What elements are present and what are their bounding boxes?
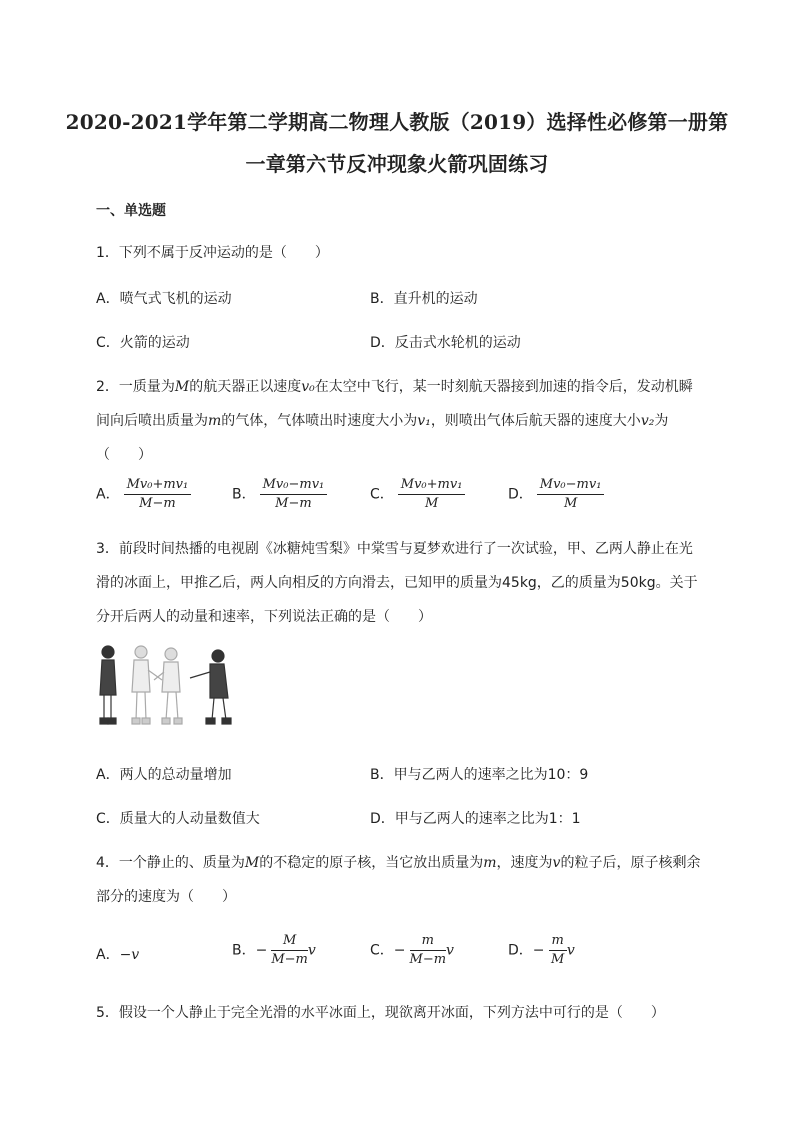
question-4-stem: 4．一个静止的、质量为M的不稳定的原子核，当它放出质量为m，速度为v的粒子后，原子核剩余部分的速度为（ ）: [96, 855, 701, 905]
section-heading: 一、单选题: [96, 203, 166, 219]
title-line-1: 2020-2021学年第二学期高二物理人教版（2019）选择性必修第一册第: [65, 110, 729, 134]
question-2-stem: 2．一质量为M的航天器正以速度v₀在太空中飞行，某一时刻航天器接到加速的指令后，发动机瞬间向后喷出质量为m的气体，气体喷出时速度大小为v₁，则喷出气体后航天器的速度大小v₂为（ ）: [96, 379, 693, 463]
question-3-stem: 3．前段时间热播的电视剧《冰糖炖雪梨》中棠雪与夏梦欢进行了一次试验，甲、乙两人静止在光滑的冰面上，甲推乙后，两人向相反的方向滑去，已知甲的质量为45kg，乙的质量为50kg。关于分开后两人的动量和速率，下列说法正确的是（ ）: [96, 541, 698, 625]
title-line-2: 一章第六节反冲现象火箭巩固练习: [245, 152, 549, 176]
q3-option-d: D．甲与乙两人的速率之比为1：1: [370, 811, 581, 827]
q1-option-c: C．火箭的运动: [96, 335, 190, 351]
fraction: $\frac{m}{M}$: [549, 932, 567, 969]
q1-option-d: D．反击式水轮机的运动: [370, 335, 521, 351]
skaters-figure: [96, 640, 246, 732]
q4-option-a: A．−v: [96, 947, 140, 963]
q3-option-c: C．质量大的人动量数值大: [96, 811, 260, 827]
fraction: $\frac{M}{M-m}$: [271, 933, 308, 967]
q4-option-b: B．− $\frac{M}{M-m}$ v: [232, 933, 316, 967]
fraction: $\frac{\text{Mv₀+mv₁}}{M-m}$: [124, 476, 192, 513]
question-5-stem: 5．假设一个人静止于完全光滑的水平冰面上，现欲离开冰面，下列方法中可行的是（ ）: [96, 1005, 665, 1021]
q2-option-d: D． $\frac{\text{Mv₀−mv₁}}{M}$: [508, 476, 604, 513]
q2-option-a: A． $\frac{\text{Mv₀+mv₁}}{M-m}$: [96, 476, 191, 513]
fraction: $\frac{m}{M-m}$: [409, 933, 447, 967]
q3-option-a: A．两人的总动量增加: [96, 767, 232, 783]
q3-option-b: B．甲与乙两人的速率之比为10：9: [370, 767, 589, 783]
q1-option-a: A．喷气式飞机的运动: [96, 291, 232, 307]
q2-option-b: B． $\frac{\text{Mv₀−mv₁}}{M-m}$: [232, 476, 327, 513]
fraction: $\frac{\text{Mv₀−mv₁}}{M-m}$: [260, 476, 328, 513]
fraction: $\frac{\text{Mv₀+mv₁}}{M}$: [398, 476, 466, 513]
q2-option-c: C． $\frac{\text{Mv₀+mv₁}}{M}$: [370, 476, 465, 513]
fraction: $\frac{\text{Mv₀−mv₁}}{M}$: [537, 476, 605, 513]
q4-option-c: C．− $\frac{m}{M-m}$ v: [370, 933, 454, 967]
q4-option-d: D．− $\frac{m}{M}$ v: [508, 933, 575, 967]
question-1-stem: 1．下列不属于反冲运动的是（ ）: [96, 245, 329, 261]
q1-option-b: B．直升机的运动: [370, 291, 478, 307]
